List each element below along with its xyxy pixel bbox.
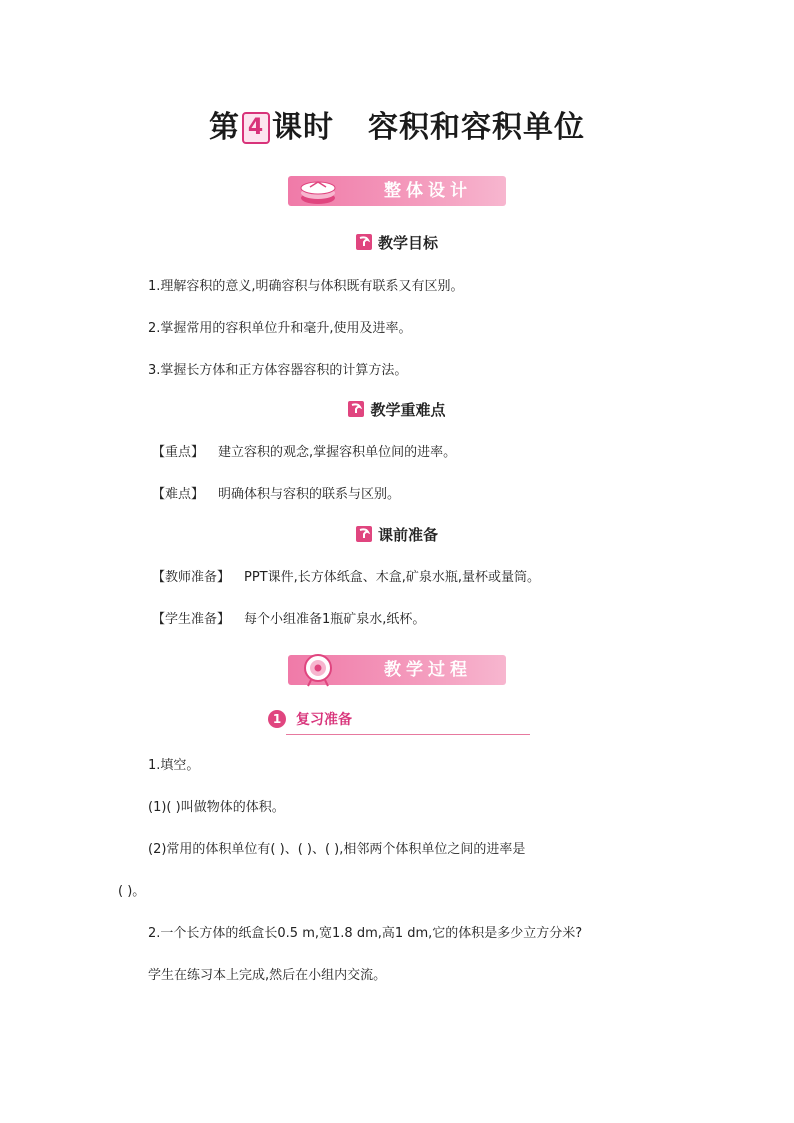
title-suffix: 课时: [272, 110, 334, 145]
section-heading-key-points: 教学重难点: [0, 399, 794, 420]
banner-overall-design: [288, 176, 506, 206]
exercise-line: 学生在练习本上完成,然后在小组内交流。: [148, 968, 387, 983]
step-heading-review: [268, 709, 530, 735]
flag-icon: [356, 234, 372, 250]
difficult-text: 明确体积与容积的联系与区别。: [218, 487, 401, 502]
key-text: 建立容积的观念,掌握容积单位间的进率。: [218, 445, 457, 460]
lesson-number-badge: 4: [242, 112, 270, 144]
lesson-title: [0, 102, 794, 146]
goal-item: 3.掌握长方体和正方体容器容积的计算方法。: [148, 363, 408, 378]
key-label: 【重点】: [152, 445, 205, 460]
key-point-line: [152, 441, 456, 460]
exercise-line: ( )。: [118, 884, 146, 899]
teacher-prep-line: [152, 566, 540, 585]
goal-item: 2.掌握常用的容积单位升和毫升,使用及进率。: [148, 321, 412, 336]
student-prep-line: [152, 608, 425, 627]
banner-label: 整体设计: [384, 181, 472, 201]
teacher-text: PPT课件,长方体纸盒、木盒,矿泉水瓶,量杯或量筒。: [244, 570, 541, 585]
student-label: 【学生准备】: [152, 612, 231, 627]
exercise-line: 2.一个长方体的纸盒长0.5 m,宽1.8 dm,高1 dm,它的体积是多少立方分米?: [148, 926, 583, 941]
difficult-point-line: [152, 483, 400, 502]
layers-icon: [298, 174, 338, 208]
section-heading-preparation: 课前准备: [0, 524, 794, 545]
target-icon: [298, 653, 338, 687]
flag-icon: [348, 401, 364, 417]
exercise-line: 1.填空。: [148, 758, 200, 773]
goal-item: 1.理解容积的意义,明确容积与体积既有联系又有区别。: [148, 279, 464, 294]
banner-teaching-process: [288, 655, 506, 685]
banner-label: 教学过程: [384, 660, 472, 680]
exercise-line: (1)( )叫做物体的体积。: [148, 800, 285, 815]
step-title: 复习准备: [296, 712, 352, 728]
title-prefix: 第: [209, 110, 240, 145]
section-heading-goals: 教学目标: [0, 232, 794, 253]
teacher-label: 【教师准备】: [152, 570, 231, 585]
difficult-label: 【难点】: [152, 487, 205, 502]
student-text: 每个小组准备1瓶矿泉水,纸杯。: [244, 612, 426, 627]
step-number-badge: 1: [268, 710, 286, 728]
exercise-line: (2)常用的体积单位有( )、( )、( ),相邻两个体积单位之间的进率是: [148, 842, 526, 857]
title-name: 容积和容积单位: [368, 110, 585, 145]
flag-icon: [356, 526, 372, 542]
